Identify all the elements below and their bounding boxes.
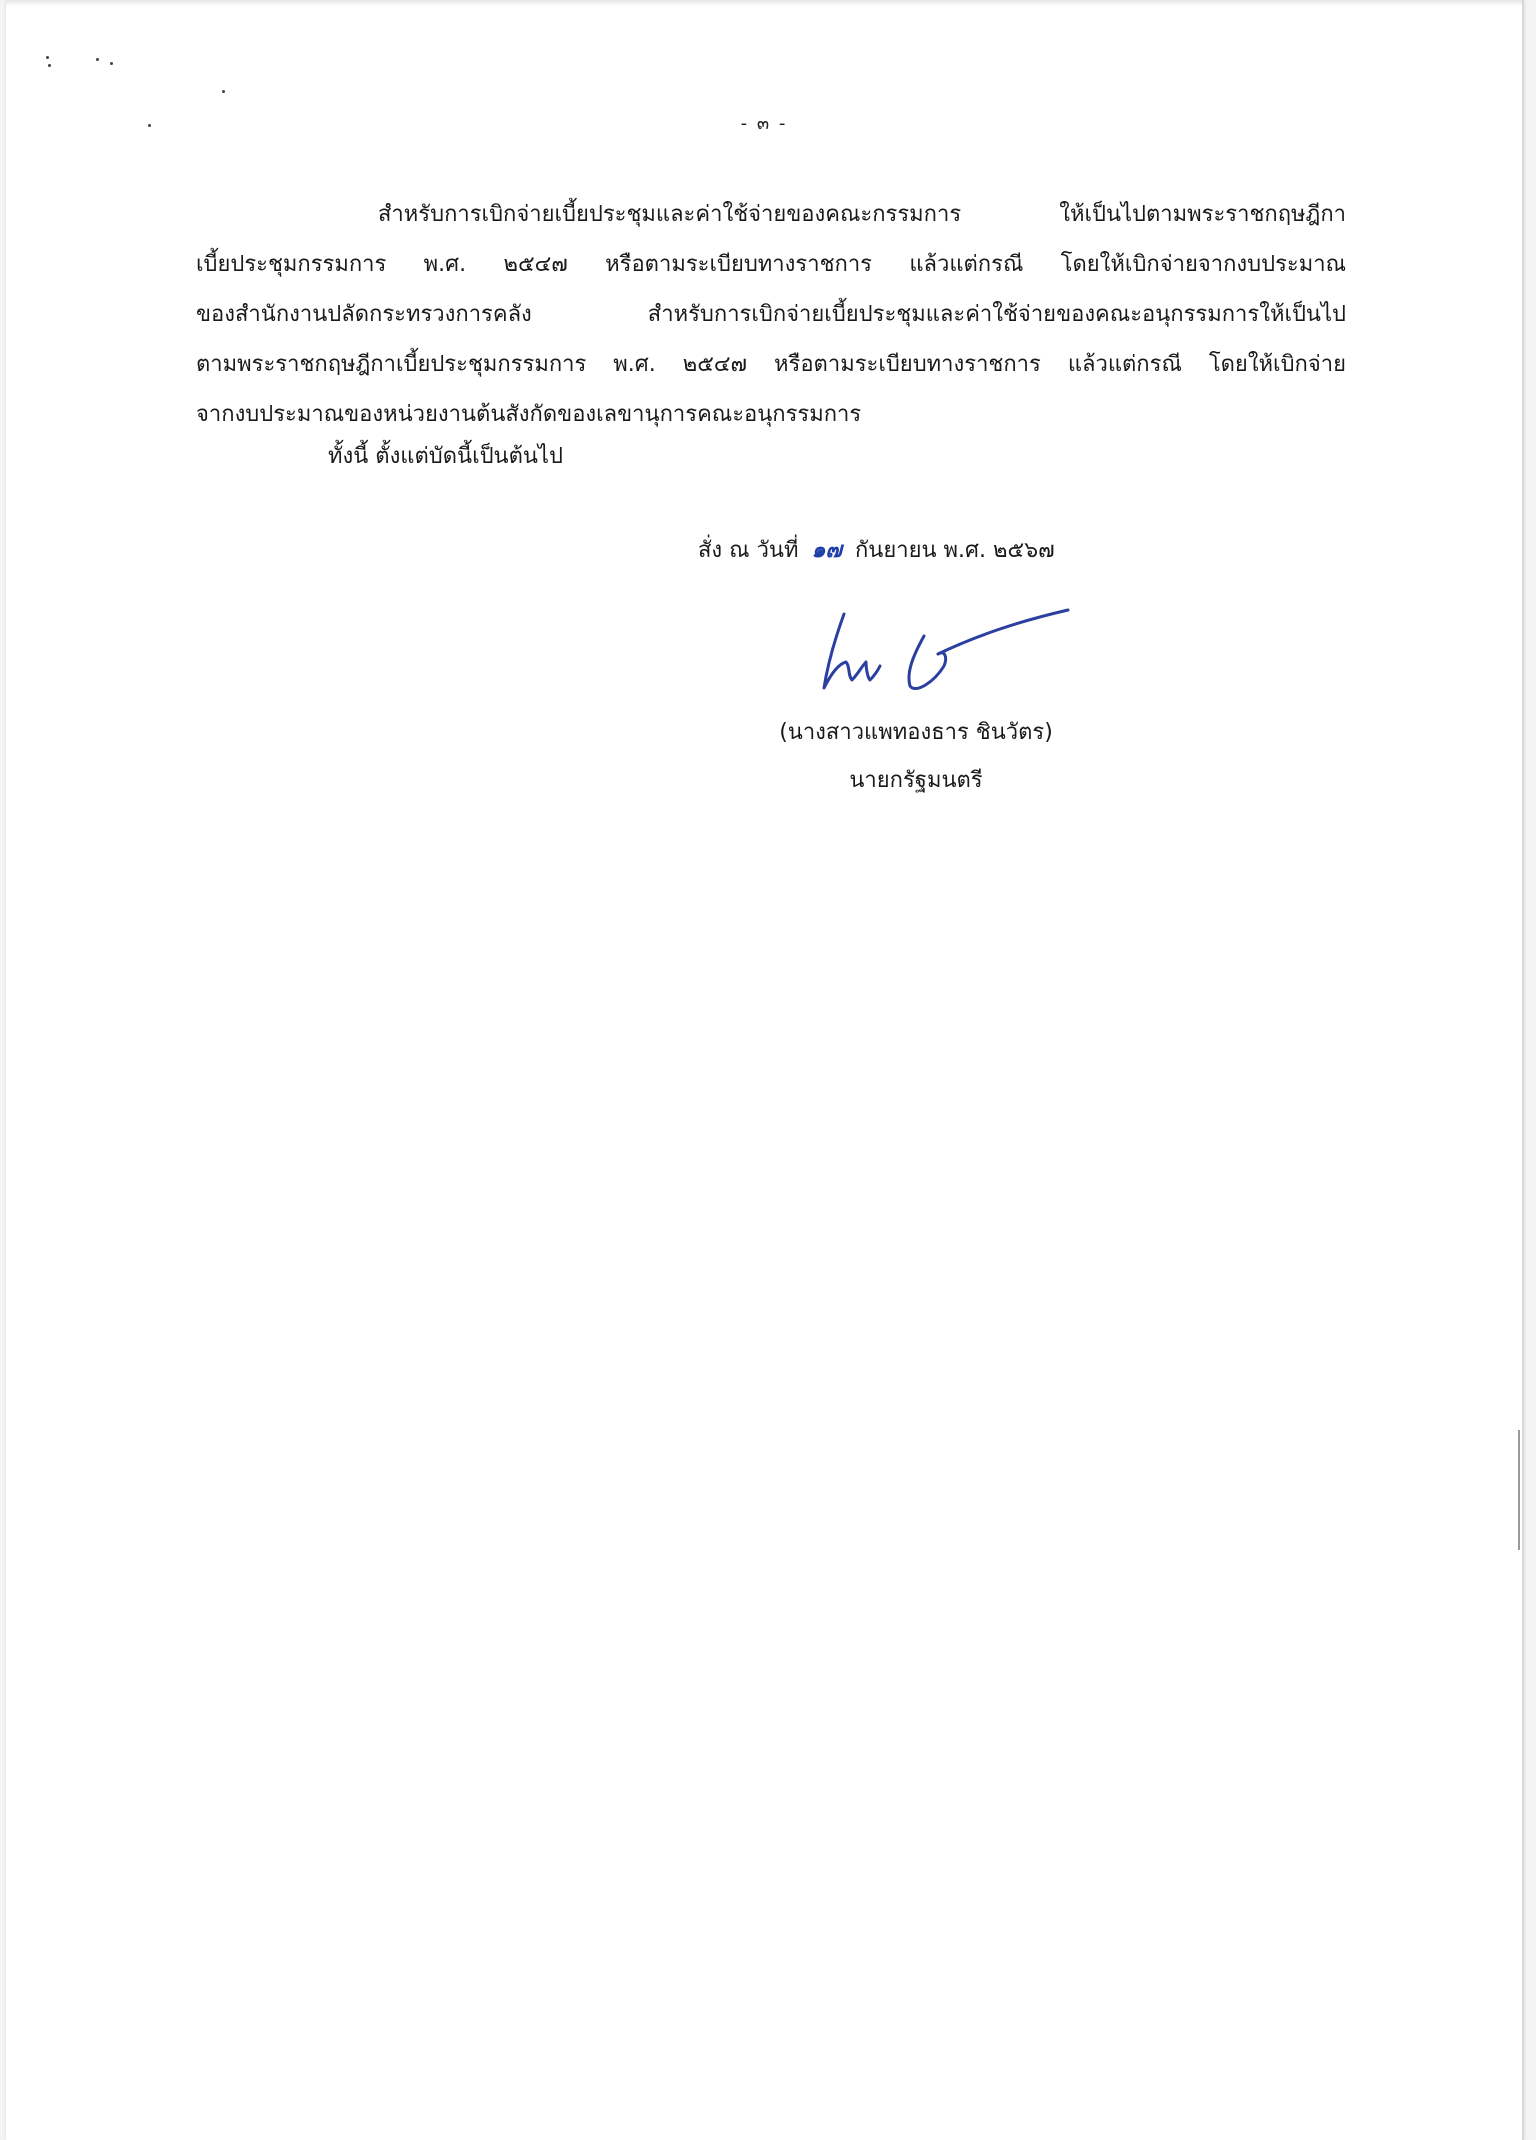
signer-title: นายกรัฐมนตรี [849, 768, 983, 793]
closing-line: ทั้งนี้ ตั้งแต่บัดนี้เป็นต้นไป [328, 444, 563, 469]
page-number: - ๓ - [740, 113, 788, 134]
signer-name: (นางสาวแพทองธาร ชินวัตร) [779, 720, 1053, 745]
paragraph-line: จากงบประมาณของหน่วยงานต้นสังกัดของเลขานุการคณะอนุกรรมการ [196, 402, 862, 427]
date-day: ๑๗ [811, 538, 842, 563]
date-month-year: กันยายน พ.ศ. ๒๕๖๗ [854, 538, 1055, 563]
scan-edge-mark [1518, 1430, 1520, 1550]
date-prefix: สั่ง ณ วันที่ [698, 538, 799, 563]
paragraph-line: ตามพระราชกฤษฎีกาเบี้ยประชุมกรรมการ พ.ศ. ๒๕๔๗ หรือตามระเบียบทางราชการ แล้วแต่กรณี โดยให้เบิกจ่าย [196, 352, 1346, 377]
document-page [6, 0, 1524, 2140]
scan-speck [222, 90, 225, 93]
signature-image [806, 596, 1086, 706]
paragraph-line: ของสำนักงานปลัดกระทรวงการคลัง สำหรับการเบิกจ่ายเบี้ยประชุมและค่าใช้จ่ายของคณะอนุกรรมการให้เป็นไป [196, 302, 1346, 327]
scan-speck [110, 62, 113, 65]
scan-speck [48, 64, 51, 67]
page-top-edge [6, 0, 1522, 6]
paragraph-line: เบี้ยประชุมกรรมการ พ.ศ. ๒๕๔๗ หรือตามระเบียบทางราชการ แล้วแต่กรณี โดยให้เบิกจ่ายจากงบประมาณ [196, 252, 1346, 277]
scan-speck [46, 56, 49, 59]
scan-speck [96, 58, 99, 61]
paragraph-line: สำหรับการเบิกจ่ายเบี้ยประชุมและค่าใช้จ่ายของคณะกรรมการ ให้เป็นไปตามพระราชกฤษฎีกา [378, 202, 1346, 227]
body-paragraph [196, 190, 1346, 440]
order-date [698, 532, 1055, 567]
